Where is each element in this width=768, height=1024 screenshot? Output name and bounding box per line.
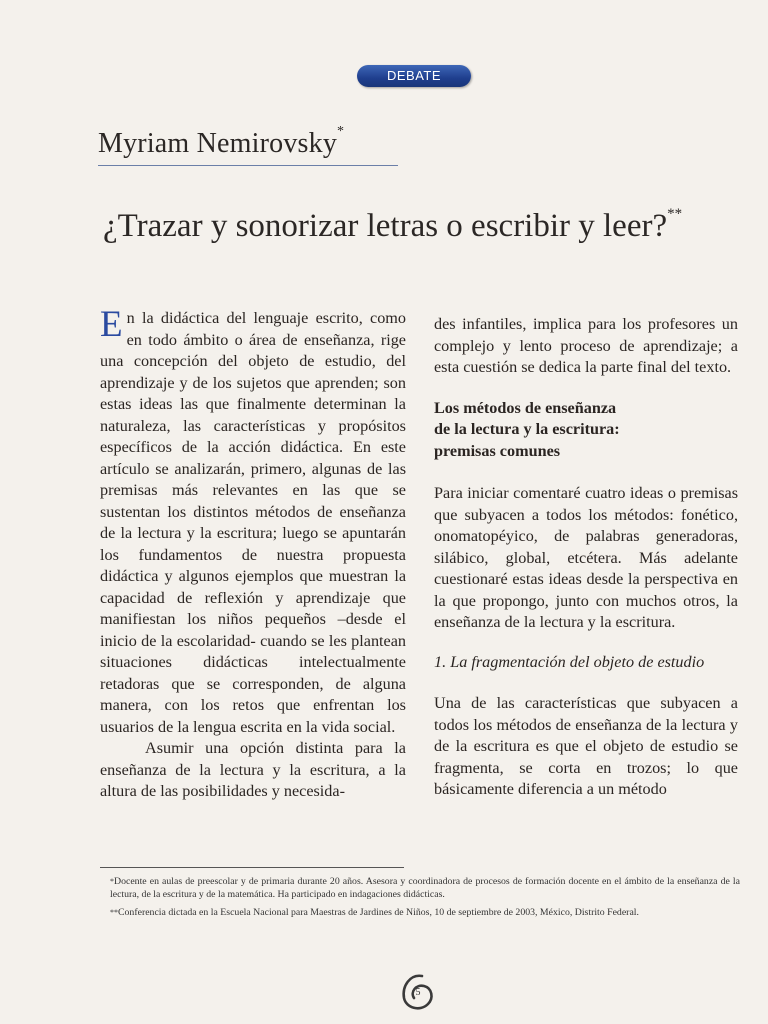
section-heading-line-3: premisas comunes xyxy=(434,441,561,460)
footnote-1-text: Docente en aulas de preescolar y de primaria durante 20 años. Asesora y coordinadora de procesos de formación docente en el ámbito de la enseñanza de la lectura, de la escritura y de la matemática. Ha participado en indagaciones didácticas. xyxy=(110,876,740,900)
author-name-text: Myriam Nemirovsky xyxy=(98,128,338,159)
section-badge-label: DEBATE xyxy=(386,68,442,83)
footnote-2-mark: ** xyxy=(110,908,118,917)
article-title xyxy=(103,208,682,245)
footnote-separator xyxy=(100,867,404,868)
footnote-2 xyxy=(100,907,740,920)
title-footnote-mark: ** xyxy=(667,206,683,222)
subsection-heading: 1. La fragmentación del objeto de estudio xyxy=(434,652,705,671)
intro-paragraph-text: n la didáctica del lenguaje escrito, como en todo ámbito o área de enseñanza, rige una concepción del objeto de estudio, del aprendizaje y de los sujetos que aprenden; son estas ideas las que finalmente determinan la naturaleza, las características y propósitos específicos de la acción didáctica. En este artículo se analizarán, primero, algunas de las premisas más relevantes en las que se sustentan los distintos métodos de enseñanza de la lectura y la escritura; luego se apuntarán los fundamentos de nuestra propuesta didáctica y algunos ejemplos que muestran la capacidad de reflexión y aprendizaje que manifiestan los niños pequeños –desde el inicio de la escolaridad- cuando se les plantean situaciones didácticas intelectualmente retadoras que se corresponden, de alguna manera, con los retos que enfrentan los usuarios de la lengua escrita en la vida social. xyxy=(100,309,406,736)
section-badge xyxy=(357,65,471,87)
drop-cap: E xyxy=(100,304,123,345)
continued-paragraph: des infantiles, implica para los profesores un complejo y lento proceso de aprendizaje; a esta cuestión se dedica la parte final del texto. xyxy=(434,315,738,376)
section-heading xyxy=(434,398,738,463)
footnote-2-text: Conferencia dictada en la Escuela Nacional para Maestras de Jardines de Niños, 10 de septiembre de 2003, México, Distrito Federal. xyxy=(118,907,639,918)
article-title-text: ¿Trazar y sonorizar letras o escribir y leer? xyxy=(103,208,668,244)
premises-paragraph: Para iniciar comentaré cuatro ideas o premisas que subyacen a todos los métodos: fonético, onomatopéyico, de palabras generadoras, silábico, global, etcétera. Más adelante cuestionaré estas ideas desde la perspectiva en la que propongo, junto con muchos otros, la enseñanza de la lectura y la escritura. xyxy=(434,484,738,631)
right-column xyxy=(434,314,738,801)
author-name xyxy=(98,124,345,160)
intro-paragraph xyxy=(100,304,406,738)
author-underline xyxy=(98,165,398,166)
page-number xyxy=(398,972,438,1012)
fragmentation-paragraph: Una de las características que subyacen a todos los métodos de enseñanza de la lectura y de la escritura es que el objeto de estudio se fragmenta, se corta en trozos; lo que básicamente diferencia a un método xyxy=(434,694,738,798)
footnote-1-mark: * xyxy=(110,877,114,886)
second-paragraph: Asumir una opción distinta para la enseñanza de la lectura y la escritura, a la altura de las posibilidades y necesida- xyxy=(100,739,406,800)
page-number-text: 5 xyxy=(415,987,421,998)
section-heading-line-2: de la lectura y la escritura: xyxy=(434,420,620,438)
footnotes xyxy=(100,876,740,926)
left-column xyxy=(100,304,406,803)
author-footnote-mark: * xyxy=(337,124,345,139)
section-heading-line-1: Los métodos de enseñanza xyxy=(434,398,617,417)
footnote-1 xyxy=(100,876,740,901)
